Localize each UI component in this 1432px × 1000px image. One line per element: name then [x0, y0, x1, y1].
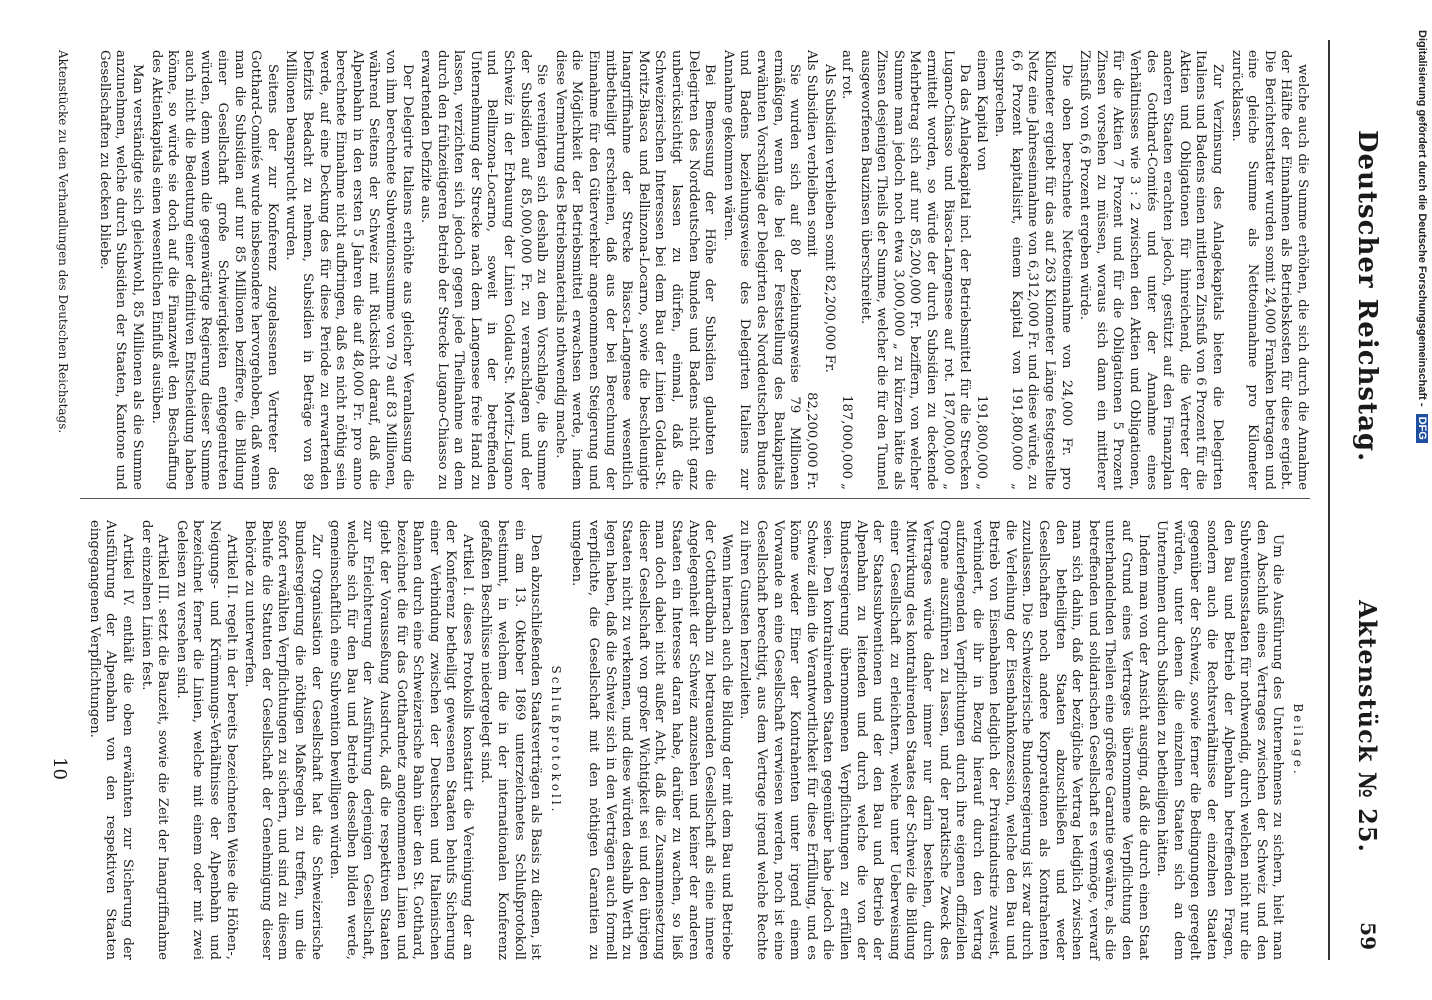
left-text-column [90, 50, 1310, 490]
page-footer: Aktenstücke zu den Verhandlungen des Deutschen Reichstags. [56, 50, 70, 434]
sum-value: 191,800,000 „ [973, 395, 989, 490]
running-title-right: Aktenstück № 25. [1353, 600, 1382, 853]
right-text-column [86, 520, 1310, 960]
paragraph: Zur Verzinsung des Anlagekapitals bieten die Delegirten Italiens und Badens einen mittleren Zinsfuß von 6 Prozent für die Aktien und Obligationen für hinreichend, die Vertreter der anderen Staaten erachten jedoch, gestützt auf den Finanzplan des Gotthard-Comités und unter der Annahme eines Verhältnisses wie 3 : 2 zwischen den Aktien und Obligationen, für die Aktien 7 Prozent und für die Obligationen 5 Prozent Zinsen vorsehen zu müssen, woraus sich dann ein mittlerer Zinsfuß von 6,6 Prozent ergeben würde. [1077, 50, 1226, 490]
sum-line-subsidy [802, 50, 819, 490]
paragraph: Bei Bemessung der Höhe der Subsidien glaubten die Delegirten des Norddeutschen Bundes und Badens nicht ganz unberücksichtigt lassen zu dürfen, einmal, daß die Schweizerischen Interessen bei dem Bau der Linien Goldau-St. Moritz-Biasca und Bellinzona-Locarno, sowie die beschleunigte Inangriffnahme der Strecke Biasca-Langensee wesentlich mitbetheiligt erscheinen, daß aus der bei Berechnung der Einnahme für den Güterverkehr angenommenen Steigerung und die Möglichkeit der Betriebsmittel erwachsen werde, indem diese Vermehrung des Betriebsmaterials nothwendig mache. [552, 50, 718, 490]
sum-value: 187,000,000 „ [838, 395, 854, 490]
sum-line-rot [837, 50, 854, 490]
paragraph: Indem man von der Ansicht ausging, daß die durch einen Staat auf Grund eines Vertrages übernommene Verpflichtung den unterhandelnden Theilen eine größere Garantie gewähre, als die betreffenden und solidarischen Gesellschaft es vermöge, verwarf man sich dahin, daß der bezügliche Vertrag lediglich zwischen den betheiligten Staaten abzuschließen und weder Gesellschaften noch andere Korporationen als Kontrahenten zuzulassen. Die Schweizerische Bundesregierung ist zwar durch die Verleihung der Eisenbahnkonzession, welche den Bau und Betrieb von Eisenbahnen lediglich der Privatindustrie zuweist, verhindert, die ihr in Bezug hierauf durch den Vertrag aufzuerlegenden Verpflichtungen durch ihre eigenen offiziellen Organe auszuführen zu lassen, und der praktische Zweck des Vertrages würde daher immer nur darin bestehen, durch Mitwirkung des kontrahirenden Staates der Schweiz die Bildung einer Gesellschaft zu erleichtern, welche unter Ueberweisung der Staatssubventionen und der den Bau und Betrieb der Alpenbahn zu leitenden und durch welche die von der Bundesregierung übernommenen Verpflichtungen zu erfüllen seien. Den kontrahirenden Staaten gegenüber habe jedoch die Schweiz allein die Verantwortlichkeit für diese Erfüllung, und es könne weder Einer der Kontrahenten unter irgend einem Vorwande an eine Gesellschaft verwiesen werden, noch ist eine Gesellschaft berechtigt, aus dem Vertrage irgend welche Rechte zu ihren Gunsten herzuleiten. [737, 520, 1151, 960]
page-header [1330, 40, 1390, 960]
header-rule [1328, 40, 1330, 960]
paragraph: welche auch die Summe erhöhen, die sich durch die Annahme der Hälfte der Einnahmen als Betriebskosten für diese ergiebt. Die Berichterstatter wurden somit 24,000 Franken betragen und eine gleiche Summe als Nettoeinnahme pro Kilometer zurücklassen. [1228, 50, 1310, 490]
section-heading: Schlußprotokoll. [548, 665, 563, 815]
paragraph: Seitens der zur Konferenz zugelassenen Vertreter des Gotthard-Comités wurde insbesondere hervorgehoben, daß wenn man die Subsidien auf nur 85 Millionen beziffere, die Bildung einer Gesellschaft große Schwierigkeiten entgegentreten würden, denn wenn die gegenwärtige Regierung dieser Summe auch nicht die Bedeutung einer definitiven Entscheidung haben könne, so würde sie doch auf die Finanzwelt den Beschaffung des Aktienkapitals einen wesentlichen Einfluß ausüben. [148, 50, 280, 490]
paragraph: Wenn hiernach auch die Bildung der mit dem Bau und Betriebe der Gotthardbahn zu betrauenden Gesellschaft als eine innere Angelegenheit der Schweiz anzusehen und keiner der anderen Staaten ein Interesse daran habe, darüber zu wachen, so ließ man doch dabei nicht außer Acht, daß die Zusammensetzung dieser Gesellschaft von großer Wichtigkeit sei und den übrigen Staaten nicht zu verkennen, und diese würden deshalb Werth zu legen haben, daß die Schweiz sich in den Verträgen auch formell verpflichte, die Gesellschaft mit den nöthigen Garantien zu umgeben. [569, 520, 734, 960]
page-number: 59 [1356, 922, 1380, 950]
paragraph: Zur Organisation der Gesellschaft hat die Schweizerische Bundesregierung die nöthigen Maßregeln zu treffen, um die sofort erwählten Verpflichtungen zu sichern, und sind zu diesem Behufe die Statuten der Gesellschaft der Genehmigung dieser Behörde zu unterwerfen. [242, 520, 324, 960]
paragraph: Da das Anlagekapital incl. der Betriebsmittel für die Strecken Lugano-Chiasso und Biasca-Langensee auf rot. 187,000,000 „ ermittelt worden, so würde der durch Subsidien zu deckende Mehrbetrag sich auf nur 85,200,000 Fr. beziffern, von welcher Summe man jedoch noch etwa 3,000,000 „ zu kürzen hätte als Zinsen desjenigen Theils der Summe, welcher die für den Tunnel ausgeworfenen Bauzinsen überschreitet. [857, 50, 973, 490]
signature-folio: 10 [49, 757, 70, 780]
sum-label: auf rot. [838, 50, 854, 100]
paragraph: Sie vereinigten sich deshalb zu dem Vorschlage, die Summe der Subsidien auf 85,000,000 Fr. zu veranschlagen und der Schweiz in der Erbauung der Linien Goldau-St. Moritz-Lugano und Bellinzona-Locarno, soweit in der betreffenden Unternehmung der Strecke nach dem Langensee freie Hand zu lassen, verzichten sich jedoch gegen jede Theilnahme an dem durch den frühzeitigeren Betrieb der Strecke Lugano-Chiasso zu erwartenden Defizite aus. [418, 50, 550, 490]
paragraph: Um die Ausführung des Unternehmens zu sichern, hielt man den Abschluß eines Vertrages zwischen der Schweiz und den Subventionsstaaten für nothwendig, durch welchen nicht nur die den Bau und Betrieb der Alpenbahn betreffenden Fragen, sondern auch die Rechtsverhältnisse der einzelnen Staaten gegenüber der Schweiz, sowie ferner die Bedingungen geregelt würden, unter denen die einzelnen Staaten sich an dem Unternehmen durch Subsidien zu betheiligen hätten. [1154, 520, 1286, 960]
paragraph: Als Subsidien verbleiben somit 82,200,000 Fr. [822, 64, 838, 373]
paragraph: Man verständigte sich gleichwohl, 85 Millionen als die Summe anzunehmen, welche durch Subsidien der Staaten, Kantone und Gesellschaften zu decken bliebe. [96, 50, 146, 490]
paragraph: Artikel III. setzt die Bauzeit, sowie die Zeit der Inangriffnahme der einzelnen Linien fest. [138, 520, 171, 960]
digitization-credit [1408, 30, 1428, 970]
sum-label: Als Subsidien verbleiben somit [803, 50, 819, 257]
column-rule [80, 498, 1310, 499]
paragraph: Artikel IV. enthält die oben erwähnten zur Sicherung der Ausführung der Alpenbahn von den respektiven Staaten eingegangenen Verpflichtungen. [86, 520, 136, 960]
paragraph: Die oben berechnete Nettoeinnahme von 24,000 Fr. pro Kilometer ergiebt für das auf 263 Kilometer Länge festgestellte Netz eine Jahreseinnahme von 6,312,000 Fr. und diese würde, zu 6,6 Prozent kapitalisirt, einem Kapital von 191,800,000 „ entsprechen. [992, 50, 1074, 490]
sum-label: einem Kapital von [973, 50, 989, 171]
running-title-left: Deutscher Reichstag. [1352, 130, 1382, 463]
dfg-logo: DFG [1416, 414, 1428, 443]
section-heading: Beilage. [1291, 703, 1305, 777]
paragraph: Sie wurden sich auf 80 beziehungsweise 79 Millionen ermäßigen, wenn die bei der Feststellung des Baukapitals erwähnten Vorschläge der Delegirten des Norddeutschen Bundes und Badens beziehungsweise des Delegirten Italiens zur Annahme gekommen wären. [720, 50, 803, 490]
paragraph: Den abzuschließenden Staatsverträgen als Basis zu dienen, ist ein am 13. Oktober 1869 unterzeichnetes Schlußprotokoll bestimmt, in welchem die in der internationalen Konferenz gefaßten Beschlüsse niedergelegt sind. [478, 520, 544, 960]
paragraph: Artikel I. dieses Protokolls konstatirt die Vereinigung der an der Konferenz betheiligt gewesenen Staaten behufs Sicherung einer Verbindung zwischen der Deutschen und Italienischen Bahnen durch eine Schweizerische Bahn über den St. Gotthard, bezeichnet die für das Gotthardnetz angenommenen Linien und giebt der Vorausseßung Ausdruck, daß die respektiven Staaten zur Erleichterung der Ausführung derjenigen Gesellschaft, welche sich für den Bau und Betrieb desselben bilden werde, gemeinschaftlich eine Subvention bewilligen würden. [327, 520, 475, 960]
credit-text: Digitalisierung gefördert durch die Deutsche Forschungsgemeinschaft - [1416, 30, 1428, 407]
paragraph: Artikel II. regelt in der bereits bezeichneten Weise die Höhen-, Neigungs- und Krümmungs-Verhältnisse der Alpenbahn und bezeichnet ferner die Linien, welche mit einem oder mit zwei Geleisen zu versehen sind. [173, 520, 239, 960]
paragraph: Der Delegirte Italiens erhöhte aus gleicher Veranlassung die von ihm berechnete Subventionssumme von 79 auf 83 Millionen, während Seitens der Schweiz mit Rücksicht darauf, daß die Alpenbahn in den ersten 5 Jahren die auf 48,000 Fr. pro anno berechnete Einnahme nicht aufbringen, daß es nicht nöthig sein werde, auf eine Deckung des für diese Periode zu erwartenden Defizits Bedacht zu nehmen, Subsidien in Beträge von 89 Millionen beansprucht wurden. [283, 50, 415, 490]
sum-line-capital [972, 50, 989, 490]
sum-value: 82,200,000 Fr. [803, 392, 819, 490]
